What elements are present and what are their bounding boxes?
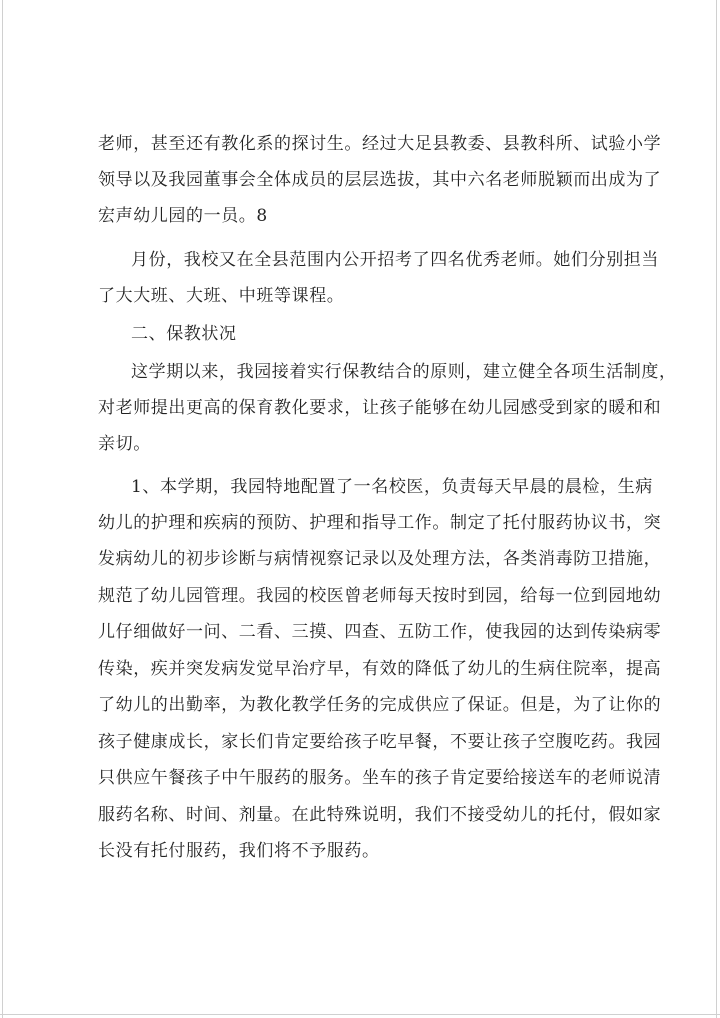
text-line: 孩子健康成长，家长们肯定要给孩子吃早餐，不要让孩子空腹吃药。我园 (98, 732, 662, 752)
page-border-right (716, 0, 717, 1018)
text-line: 领导以及我园董事会全体成员的层层选拔，其中六名老师脱颖而出成为了 (98, 170, 662, 190)
text-line: 这学期以来，我园接着实行保教结合的原则，建立健全各项生活制度， (131, 362, 677, 382)
text-line: 对老师提出更高的保育教化要求，让孩子能够在幼儿园感受到家的暖和和 (98, 398, 662, 418)
text-line: 了大大班、大班、中班等课程。 (98, 286, 345, 306)
text-line: 发病幼儿的初步诊断与病情视察记录以及处理方法，各类消毒防卫措施， (98, 549, 662, 569)
page-border-left (2, 0, 3, 1018)
text-line: 1、本学期，我园特地配置了一名校医，负责每天早晨的晨检，生病 (131, 477, 653, 497)
text-line: 了幼儿的出勤率，为教化教学任务的完成供应了保证。但是，为了让你的 (98, 695, 662, 715)
text-line: 儿仔细做好一问、二看、三摸、四查、五防工作，使我园的达到传染病零 (98, 622, 662, 642)
text-line: 老师，甚至还有教化系的探讨生。经过大足县教委、县教科所、试验小学 (98, 134, 662, 154)
text-line: 长没有托付服药，我们将不予服药。 (98, 841, 380, 861)
text-line: 规范了幼儿园管理。我园的校医曾老师每天按时到园，给每一位到园地幼 (98, 586, 662, 606)
text-line: 服药名称、时间、剂量。在此特殊说明，我们不接受幼儿的托付，假如家 (98, 805, 662, 825)
page-border-bottom (0, 1014, 720, 1015)
text-line: 亲切。 (98, 434, 151, 454)
text-line: 宏声幼儿园的一员。8 (98, 206, 268, 226)
text-line: 传染，疾并突发病发觉早治疗早，有效的降低了幼儿的生病住院率，提高 (98, 659, 662, 679)
text-line: 月份，我校又在全县范围内公开招考了四名优秀老师。她们分别担当 (131, 250, 659, 270)
section-heading: 二、保教状况 (131, 324, 237, 344)
text-line: 只供应午餐孩子中午服药的服务。坐车的孩子肯定要给接送车的老师说清 (98, 768, 662, 788)
text-line: 幼儿的护理和疾病的预防、护理和指导工作。制定了托付服药协议书，突 (98, 513, 662, 533)
